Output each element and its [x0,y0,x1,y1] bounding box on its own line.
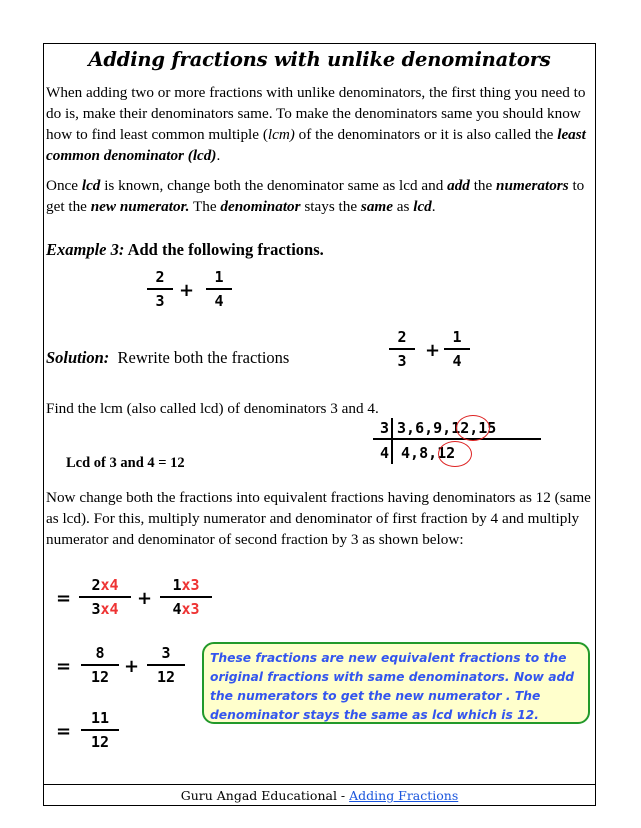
numerator: 1x3 [172,576,200,594]
solution-fraction-2 [444,328,470,370]
solution-fraction-1 [389,328,415,370]
lcd-term: lcd [413,198,432,215]
lcd-term: lcd [81,177,101,194]
step2-fraction-1 [81,644,119,686]
lcd-result: Lcd of 3 and 4 = 12 [66,455,185,471]
footer-text: Guru Angad Educational - [180,788,350,803]
new-numerator-term: new numerator. [90,198,190,215]
intro-text-2: of the denominators or it is also called the [294,126,558,143]
rule-text: as [392,198,414,215]
multiples-of-3: 3,6,9,12,15 [397,419,497,437]
example-label: Example 3: [46,240,125,259]
circle-highlight-12-row2 [438,441,472,467]
lcm-division-table [373,416,543,468]
numerator: 1 [452,328,462,346]
fraction-bar [81,664,119,666]
plus-sign: + [179,280,195,301]
fraction-bar [79,596,131,598]
fraction-bar [81,729,119,731]
fraction-bar [147,288,173,290]
denominator: 3x4 [91,600,119,618]
worksheet-page [43,43,596,806]
denominator: 12 [90,668,110,686]
divisor-3: 3 [380,419,390,437]
solution-label: Solution: [46,348,110,367]
rule-paragraph [46,175,594,217]
numerator: 11 [90,709,110,727]
plus-sign: + [137,588,153,609]
equals-sign: = [56,656,72,677]
fraction-bar [389,348,415,350]
denominator: 4 [214,292,224,310]
denominator-term: denominator [220,198,301,215]
add-term: add [447,177,470,194]
rule-text: the [469,177,497,194]
solution-text: Rewrite both the fractions [109,348,290,367]
same-term: same [360,198,393,215]
example-fraction-2 [206,268,232,310]
rule-text: stays the [300,198,361,215]
fraction-bar [147,664,185,666]
numerator: 2 [397,328,407,346]
fraction-bar [206,288,232,290]
numerator: 2 [155,268,165,286]
rule-text: The [189,198,221,215]
denominator: 4 [452,352,462,370]
example-fraction-1 [147,268,173,310]
denominator: 4x3 [172,600,200,618]
numerators-term: numerators [496,177,569,194]
lcm-instruction: Find the lcm (also called lcd) of denominators 3 and 4. [46,400,379,417]
denominator: 3 [397,352,407,370]
rule-text: is known, change both the denominator same as lcd and [100,177,448,194]
numerator: 8 [95,644,105,662]
equals-sign: = [56,721,72,742]
rule-text: Once [46,177,82,194]
rule-period: . [431,198,436,215]
intro-paragraph [46,82,594,166]
division-separator [391,418,393,464]
solution-line [46,347,594,368]
equivalent-paragraph: Now change both the fractions into equivalent fractions having denominators as 12 (same as lcd). For this, multiply numerator and denominator of first fraction by 4 and multiply numerator and denominator of second fraction by 3 as shown below: [46,489,591,548]
numerator: 2x4 [91,576,119,594]
explanation-callout: These fractions are new equivalent fractions to the original fractions with same denominators. Now add the numerators to get the new numerator . The denominator stays the same as lcd which is 12. [202,642,590,724]
multiples-of-4: 4,8,12 [401,444,456,462]
fraction-bar [160,596,212,598]
rule-text: to get the [46,177,585,215]
footer [44,784,595,807]
division-line [373,438,541,440]
circle-highlight-12-row1 [456,415,490,441]
fraction-bar [444,348,470,350]
denominator: 12 [90,733,110,751]
lcm-term: lcm) [267,126,295,143]
intro-period: . [216,147,221,164]
intro-text: When adding two or more fractions with unlike denominators, the first thing you need to do is, make their denominators same. To make the denominators same you should know how to find least common multiple ( [46,84,586,143]
numerator: 3 [161,644,171,662]
denominator: 3 [155,292,165,310]
footer-link[interactable]: Adding Fractions [349,788,459,803]
step2-fraction-2 [147,644,185,686]
step1-fraction-1 [79,576,131,618]
numerator: 1 [214,268,224,286]
step1-fraction-2 [160,576,212,618]
result-fraction [81,709,119,751]
plus-sign: + [425,340,441,361]
denominator: 12 [156,668,176,686]
equals-sign: = [56,588,72,609]
example-instruction: Add the following fractions. [124,240,324,259]
page-title: Adding fractions with unlike denominators [88,48,551,71]
example-heading [46,239,594,260]
lcd-term: least common denominator (lcd) [46,126,586,164]
plus-sign: + [124,656,140,677]
divisor-4: 4 [380,444,390,462]
